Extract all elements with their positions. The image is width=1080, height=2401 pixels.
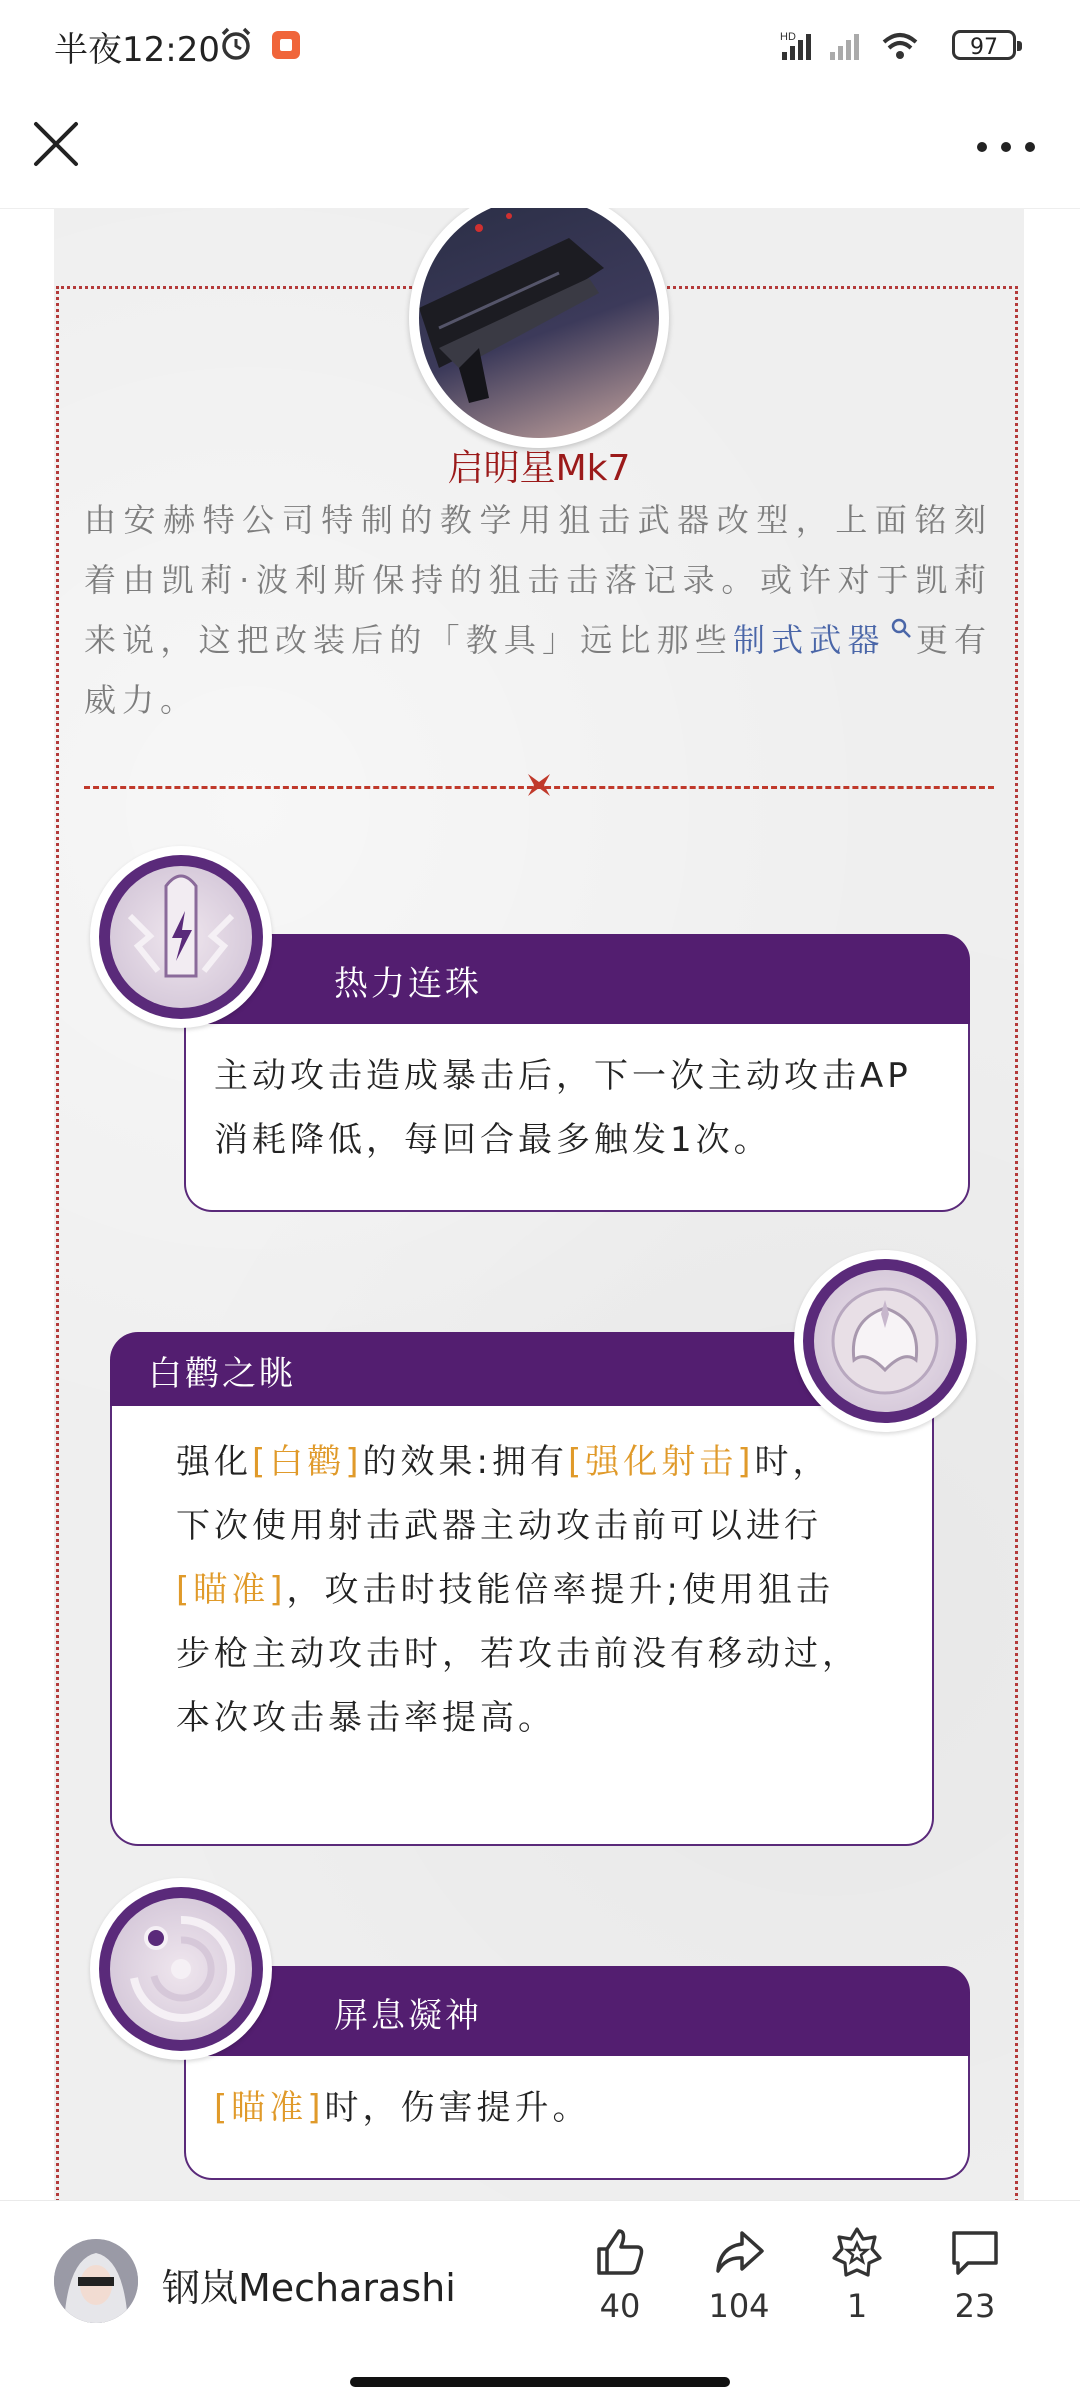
weapon-type-link[interactable]: 制式武器 [732,621,886,659]
skill-title-bar [110,1332,890,1408]
status-bar [0,0,1080,92]
star-badge-icon [830,2225,884,2279]
skill-description [184,2056,970,2180]
skill-text: ，攻击时技能倍率提升;使用狙击步枪主动攻击时，若攻击前没有移动过，本次攻击暴击率提高。 [176,1570,860,1738]
signal-icon [780,28,940,64]
battery-icon: 97 [952,30,1016,60]
home-indicator[interactable] [350,2377,730,2387]
bottom-action-bar [0,2200,1080,2401]
more-icon[interactable] [970,132,1042,162]
favorite-button[interactable] [812,2225,902,2325]
article-content [54,208,1024,2208]
skill-title: 热力连珠 [334,963,482,1004]
keyword-highlight: [瞄准] [214,2088,325,2128]
skill-icon-2 [794,1250,976,1432]
comment-button[interactable] [930,2225,1020,2325]
skill-title: 屏息凝神 [334,1995,482,2036]
comment-icon [948,2225,1002,2279]
desc-text-end: 更有威力。 [84,621,992,719]
share-count: 104 [708,2287,770,2325]
search-icon[interactable] [890,617,912,639]
comment-count: 23 [954,2287,996,2325]
author-name[interactable]: 钢岚Mecharashi [162,2266,456,2310]
weapon-description [84,490,992,730]
favorite-count: 1 [846,2287,868,2325]
weapon-image[interactable] [419,208,659,438]
thumbs-up-icon [593,2225,647,2279]
share-button[interactable] [694,2225,784,2325]
close-icon[interactable] [28,116,84,172]
desc-text: 由安赫特公司特制的教学用狙击武器改型，上面铭刻着由凯莉·波利斯保持的狙击击落记录。或许对于凯莉来说，这把改装后的「教具」远比那些 [84,501,992,659]
skill-text: 时，下次使用射击武器主动攻击前可以进行 [176,1442,831,1546]
skill-text: 时，伤害提升。 [324,2088,591,2128]
bullet-lightning-icon [110,866,252,1008]
nav-bar [0,92,1080,209]
author-avatar-icon [54,2239,138,2323]
notification-icon [272,31,300,59]
skill-icon-3 [90,1878,272,2060]
spiral-emblem-icon [110,1898,252,2040]
share-icon [712,2225,766,2279]
keyword-highlight: [强化射击] [568,1442,755,1482]
skill-text: 强化 [176,1442,252,1482]
skill-description [184,1024,970,1212]
skill-description [110,1406,934,1846]
sniper-rifle-icon [419,208,659,438]
skill-title-bar [184,934,970,1026]
weapon-name: 启明星Mk7 [447,448,631,489]
status-time: 半夜12:20 [54,30,220,70]
keyword-highlight: [白鹳] [252,1442,363,1482]
alarm-icon [218,26,254,62]
keyword-highlight: [瞄准] [176,1570,287,1610]
skill-icon-1 [90,846,272,1028]
divider-ornament-icon [524,770,554,800]
svg-text:HD: HD [780,31,796,43]
crane-emblem-icon [814,1270,956,1412]
avatar[interactable] [54,2239,138,2323]
like-count: 40 [599,2287,641,2325]
like-button[interactable] [575,2225,665,2325]
skill-title-bar [184,1966,970,2058]
skill-text: 主动攻击造成暴击后，下一次主动攻击AP消耗降低，每回合最多触发1次。 [214,1056,912,1160]
skill-text: 的效果:拥有 [362,1442,568,1482]
skill-title: 白鹳之眺 [148,1353,296,1394]
